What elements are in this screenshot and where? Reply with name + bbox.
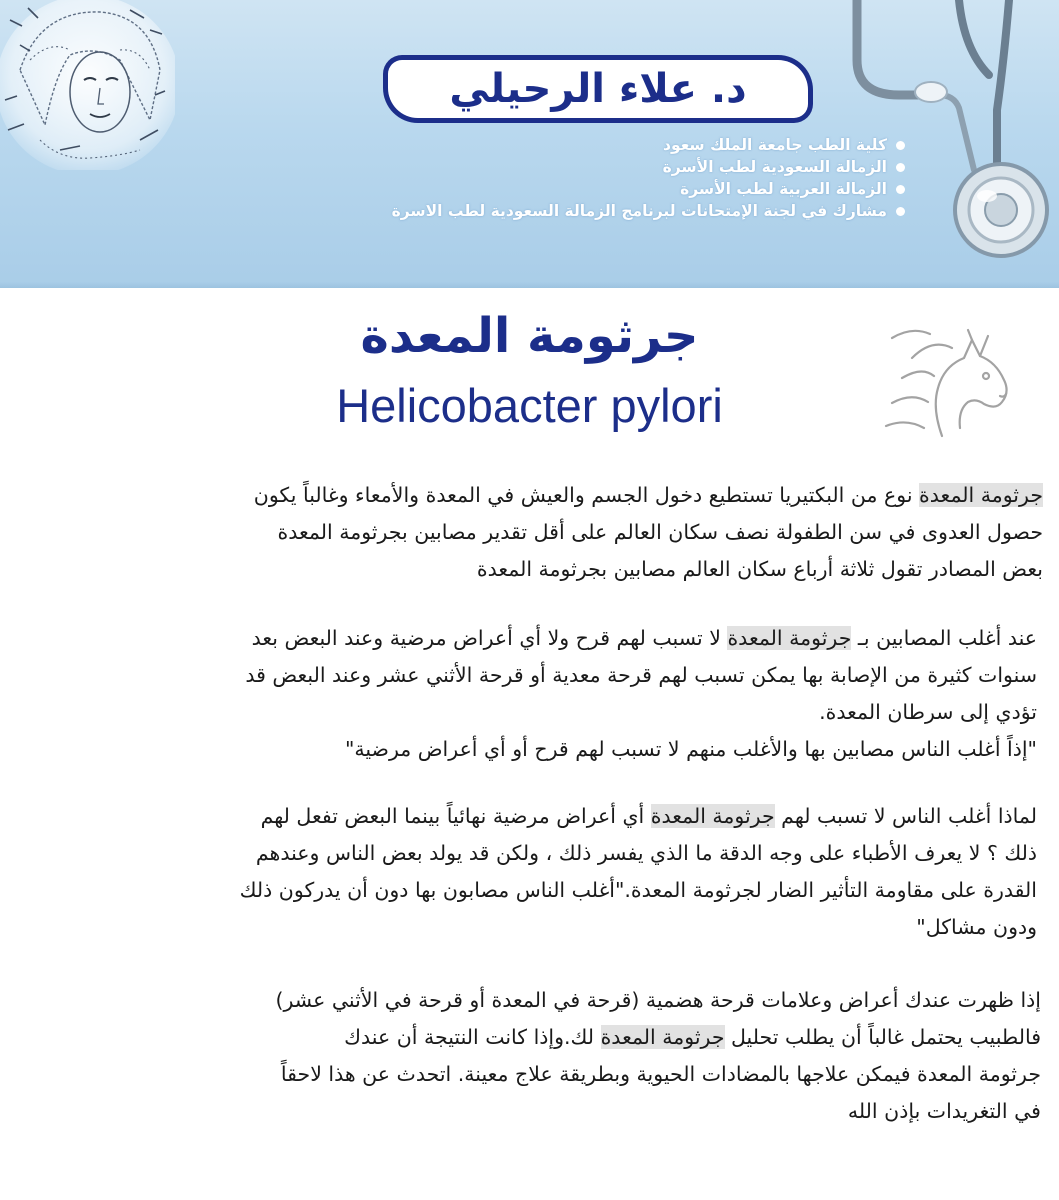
paragraph-line: ذلك ؟ لا يعرف الأطباء على وجه الدقة ما الذي يفسر ذلك ، ولكن قد يولد بعض الناس وعندهم [255, 841, 1037, 865]
credential-item: كلية الطب جامعة الملك سعود [269, 134, 909, 156]
highlighted-term: جرثومة المعدة [919, 483, 1043, 507]
credential-item: الزمالة العربية لطب الأسرة [269, 178, 909, 200]
paragraph-treatment [23, 982, 1041, 1130]
paragraph-line: في التغريدات بإذن الله [847, 1099, 1041, 1123]
highlighted-term: جرثومة المعدة [600, 1025, 725, 1049]
highlighted-term: جرثومة المعدة [727, 626, 852, 650]
paragraph-intro [13, 477, 1043, 588]
paragraph-line: سنوات كثيرة من الإصابة بها يمكن تسبب لهم قرحة معدية أو قرحة الأثني عشر وعند البعض قد [245, 663, 1037, 687]
header-banner [0, 0, 1059, 288]
doctor-name: د. علاء الرحيلي [449, 66, 747, 112]
paragraph-line [27, 798, 1037, 835]
paragraph-why [27, 798, 1037, 946]
paragraph-line: بعض المصادر تقول ثلاثة أرباع سكان العالم مصابين بجرثومة المعدة [476, 557, 1043, 581]
text-fragment: لماذا أغلب الناس لا تسبب لهم [774, 804, 1037, 828]
credentials-list [269, 134, 909, 222]
credential-item: الزمالة السعودية لطب الأسرة [269, 156, 909, 178]
stethoscope-icon [839, 0, 1059, 288]
text-fragment: لا تسبب لهم قرح ولا أي أعراض مرضية وعند البعض بعد [251, 626, 728, 650]
highlighted-term: جرثومة المعدة [650, 804, 775, 828]
paragraph-line: حصول العدوى في سن الطفولة نصف سكان العالم على أقل تقدير مصابين بجرثومة المعدة [277, 520, 1043, 544]
paragraph-line: إذا ظهرت عندك أعراض وعلامات قرحة هضمية (قرحة في المعدة أو قرحة في الأثني عشر) [275, 988, 1041, 1012]
text-fragment: فالطبيب يحتمل غالباً أن يطلب تحليل [724, 1025, 1041, 1049]
paragraph-line: "إذاً أغلب الناس مصابين بها والأغلب منهم لا تسبب لهم قرح أو أي أعراض مرضية" [344, 737, 1037, 761]
page-title-arabic: جرثومة المعدة [360, 308, 699, 364]
paragraph-symptoms [27, 620, 1037, 768]
text-fragment: نوع من البكتيريا تستطيع دخول الجسم والعيش في المعدة والأمعاء وغالباً يكون [253, 483, 920, 507]
paragraph-line: جرثومة المعدة فيمكن علاجها بالمضادات الحيوية وبطريقة علاج معينة. اتحدث عن هذا لاحقاً [280, 1062, 1041, 1086]
page-title-english: Helicobacter pylori [336, 379, 723, 432]
text-fragment: لك.وإذا كانت النتيجة أن عندك [344, 1025, 601, 1049]
paragraph-line [23, 1019, 1041, 1056]
horse-logo [872, 318, 1022, 448]
paragraph-line: ودون مشاكل" [916, 915, 1037, 939]
paragraph-line [13, 477, 1043, 514]
credential-item: مشارك في لجنة الإمتحانات لبرنامج الزمالة السعودية لطب الاسرة [269, 200, 909, 222]
doctor-name-plate [388, 60, 808, 118]
text-fragment: أي أعراض مرضية نهائياً بينما البعض تفعل لهم [260, 804, 651, 828]
paragraph-line [27, 620, 1037, 657]
portrait-sketch [0, 0, 175, 170]
paragraph-line: تؤدي إلى سرطان المعدة. [819, 700, 1037, 724]
text-fragment: عند أغلب المصابين بـ [851, 626, 1037, 650]
paragraph-line: القدرة على مقاومة التأثير الضار لجرثومة المعدة."أغلب الناس مصابون بها دون أن يدركون ذلك [239, 878, 1037, 902]
